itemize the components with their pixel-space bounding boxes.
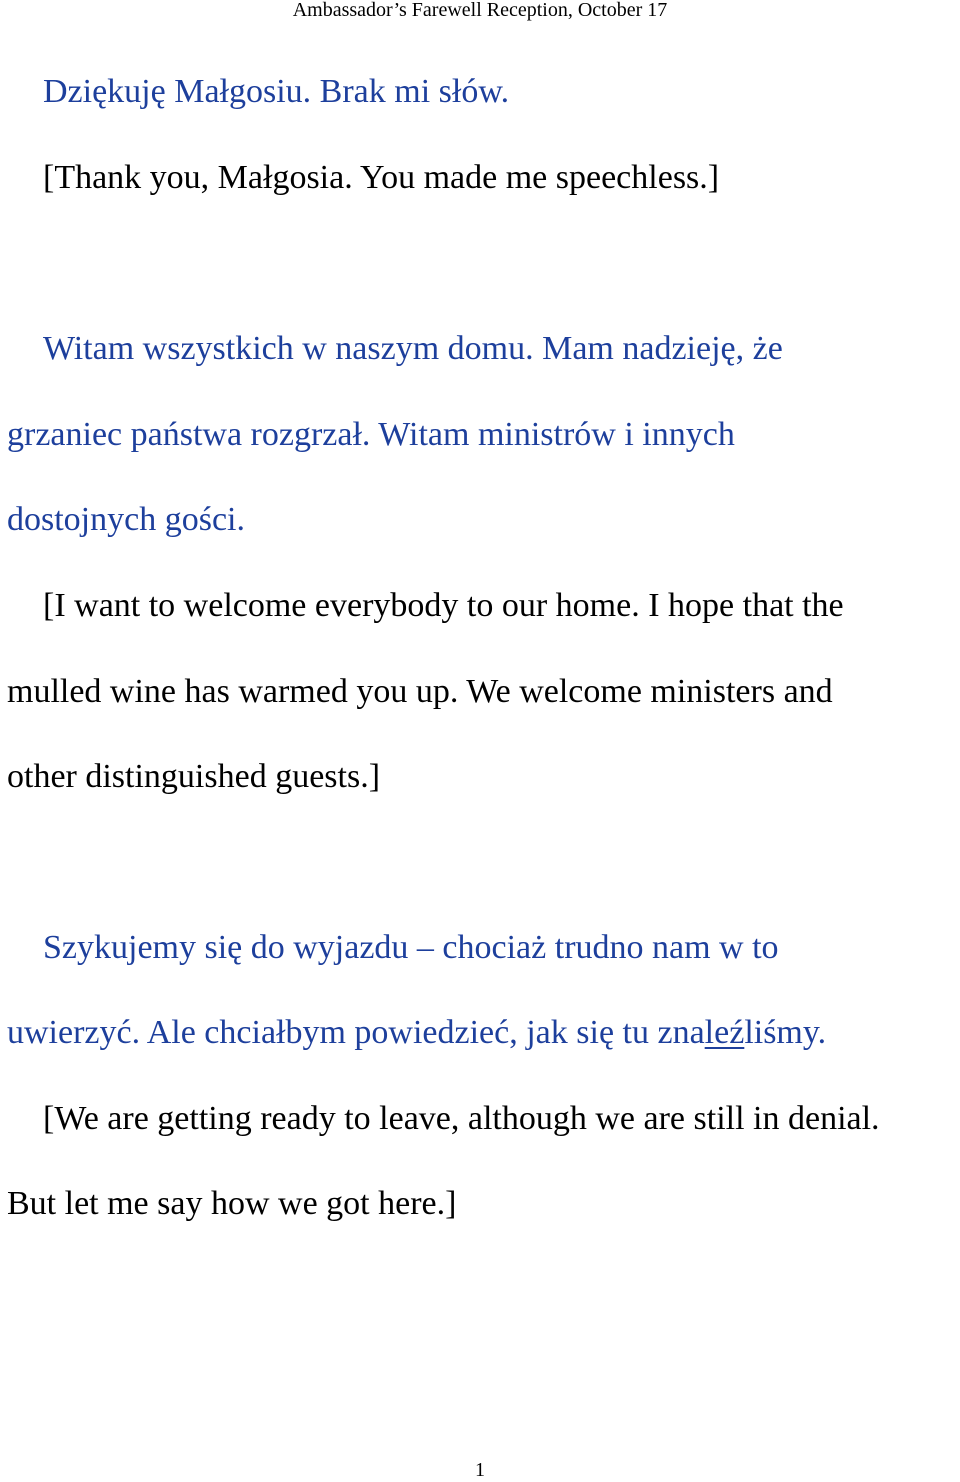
english-departure-line-2: But let me say how we got here.] <box>7 1185 457 1222</box>
english-greeting-line: [Thank you, Małgosia. You made me speechless.] <box>43 159 720 196</box>
polish-departure-line-2-end: liśmy. <box>744 1014 827 1051</box>
english-welcome-line-1: [I want to welcome everybody to our home. I hope that the <box>43 587 844 624</box>
polish-departure-line-2-start: uwierzyć. Ale chciałbym powiedzieć, jak się tu zna <box>7 1014 705 1051</box>
polish-welcome-line-3: dostojnych gości. <box>7 501 245 538</box>
english-departure-line-1: [We are getting ready to leave, although we are still in denial. <box>43 1100 880 1137</box>
polish-welcome-line-1: Witam wszystkich w naszym domu. Mam nadzieję, że <box>43 330 783 367</box>
polish-departure-line-2 <box>7 1013 826 1053</box>
english-welcome-line-3: other distinguished guests.] <box>7 758 381 795</box>
polish-departure-line-1: Szykujemy się do wyjazdu – chociaż trudno nam w to <box>43 929 779 966</box>
underlined-correction: leź <box>704 1014 745 1051</box>
polish-welcome-line-2: grzaniec państwa rozgrzał. Witam ministrów i innych <box>7 416 735 453</box>
running-header: Ambassador’s Farewell Reception, October 17 <box>292 0 668 21</box>
english-welcome-line-2: mulled wine has warmed you up. We welcome ministers and <box>7 673 833 710</box>
page-number: 1 <box>475 1459 485 1481</box>
polish-greeting-line: Dziękuję Małgosiu. Brak mi słów. <box>43 73 510 110</box>
